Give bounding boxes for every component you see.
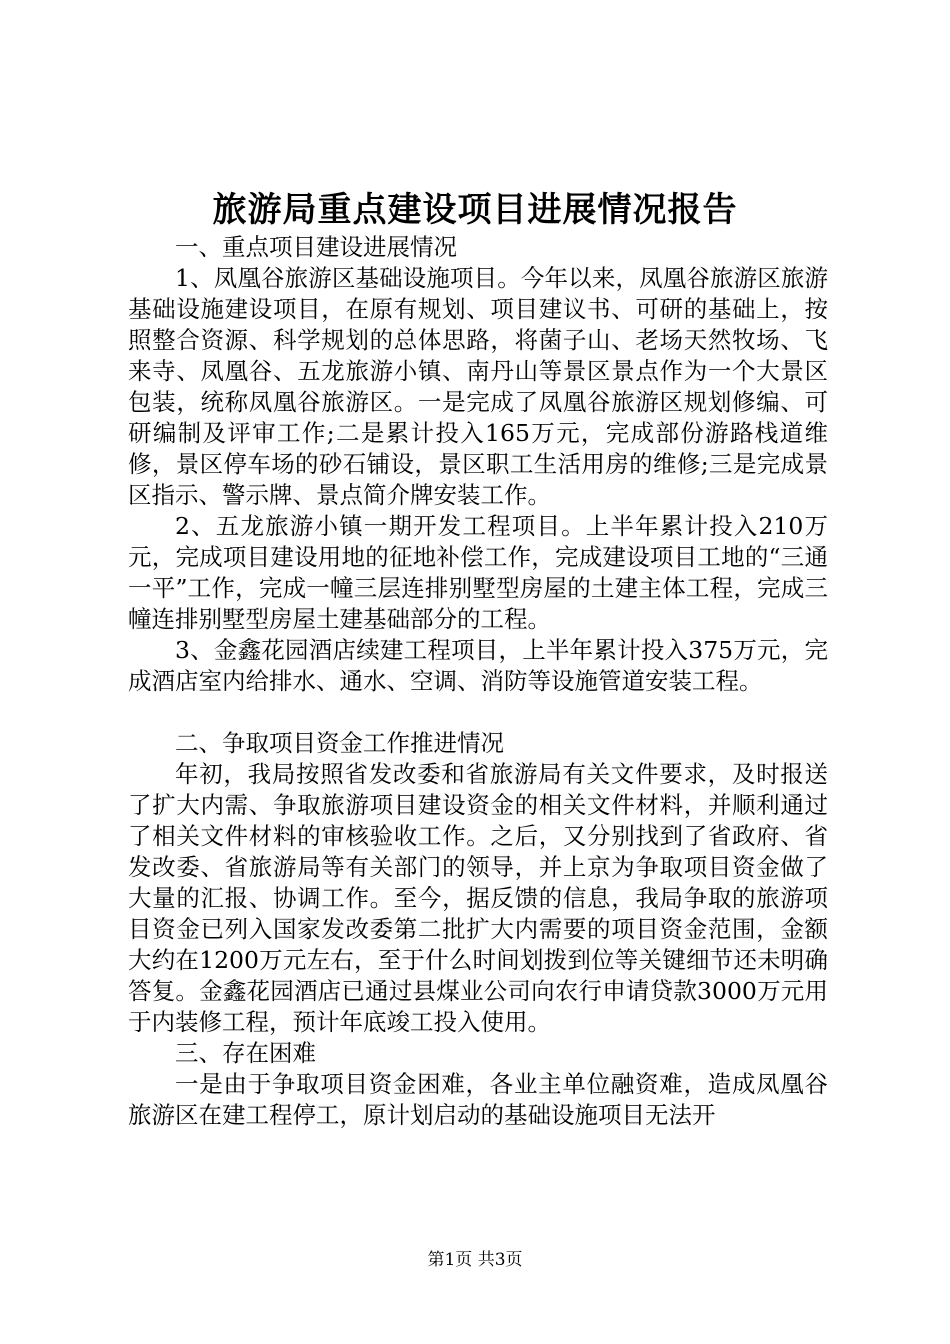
paragraph-project-3: 3、金鑫花园酒店续建工程项目，上半年累计投入375万元，完成酒店室内给排水、通水、空调、消防等设施管道安装工程。 (128, 636, 828, 695)
document-body (128, 232, 828, 1131)
paragraph-project-1: 1、凤凰谷旅游区基础设施项目。今年以来，凤凰谷旅游区旅游基础设施建设项目，在原有规划、项目建议书、可研的基础上，按照整合资源、科学规划的总体思路，将菌子山、老场天然牧场、飞来寺、凤凰谷、五龙旅游小镇、南丹山等景区景点作为一个大景区包装，统称凤凰谷旅游区。一是完成了凤凰谷旅游区规划修编、可研编制及评审工作;二是累计投入165万元，完成部份游路栈道维修，景区停车场的砂石铺设，景区职工生活用房的维修;三是完成景区指示、警示牌、景点简介牌安装工作。 (128, 264, 828, 509)
section-heading-1: 一、重点项目建设进展情况 (175, 233, 457, 261)
section-heading-2: 二、争取项目资金工作推进情况 (175, 729, 504, 757)
paragraph-funding: 年初，我局按照省发改委和省旅游局有关文件要求，及时报送了扩大内需、争取旅游项目建设资金的相关文件材料，并顺利通过了相关文件材料的审核验收工作。之后，又分别找到了省政府、省发改委、省旅游局等有关部门的领导，并上京为争取项目资金做了大量的汇报、协调工作。至今，据反馈的信息，我局争取的旅游项目资金已列入国家发改委第二批扩大内需要的项目资金范围，金额大约在1200万元左右，至于什么时间划拨到位等关键细节还未明确答复。金鑫花园酒店已通过县煤业公司向农行申请贷款3000万元用于内装修工程，预计年底竣工投入使用。 (128, 760, 828, 1036)
paragraph-project-2: 2、五龙旅游小镇一期开发工程项目。上半年累计投入210万元，完成项目建设用地的征地补偿工作，完成建设项目工地的“三通一平”工作，完成一幢三层连排别墅型房屋的土建主体工程，完成三幢连排别墅型房屋土建基础部分的工程。 (128, 512, 828, 633)
paragraph-difficulties: 一是由于争取项目资金困难，各业主单位融资难，造成凤凰谷旅游区在建工程停工，原计划启动的基础设施项目无法开 (128, 1070, 828, 1129)
document-title: 旅游局重点建设项目进展情况报告 (212, 190, 738, 230)
page-number: 第1页 共3页 (427, 1250, 523, 1270)
section-heading-3: 三、存在困难 (175, 1039, 316, 1067)
